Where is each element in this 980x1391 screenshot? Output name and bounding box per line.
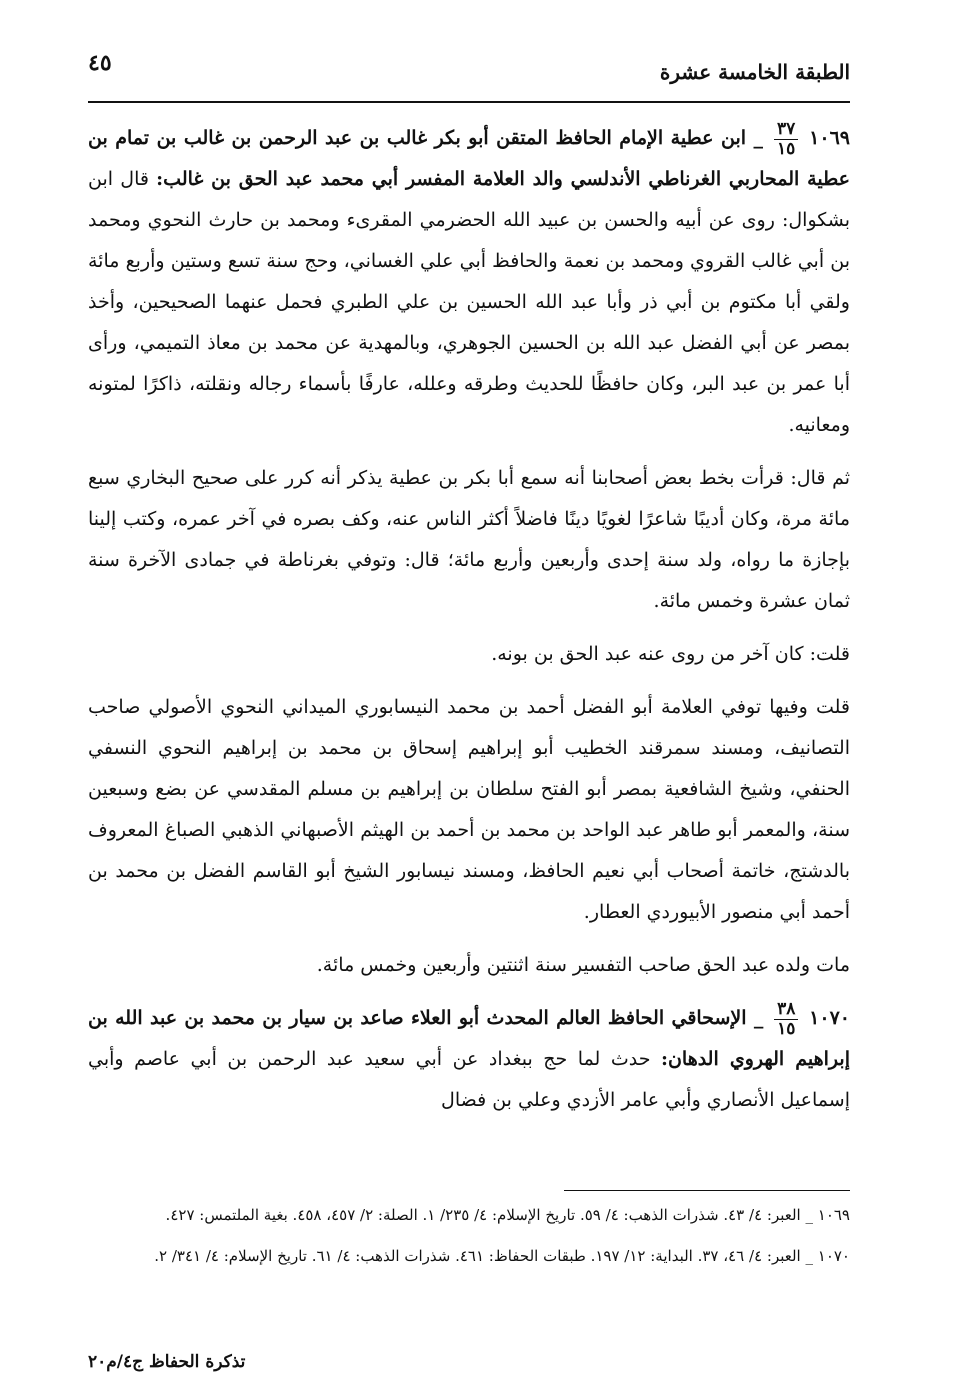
- entry-1070-frac-num: ٣٨: [774, 1001, 798, 1020]
- running-title: الطبقة الخامسة عشرة: [659, 60, 850, 84]
- footer-signature: تذكرة الحفاظ ج٤/م٢٠: [88, 1352, 246, 1372]
- entry-1070-body: حدث لما حج ببغداد عن أبي سعيد عبد الرحمن بن أبي عاصم وأبي إسماعيل الأنصاري وأبي عامر الأزدي وعلي بن فضال: [88, 1048, 850, 1111]
- entry-1069-para3: قلت: كان آخر من روى عنه عبد الحق بن بونه.: [491, 643, 850, 665]
- main-text: [88, 118, 850, 1121]
- footnote-rule: [564, 1190, 850, 1191]
- page-number: ٤٥: [88, 50, 112, 76]
- entry-1070-fraction: [774, 998, 798, 1039]
- entry-1069-heading: [88, 118, 850, 446]
- entry-1070-frac-den: ١٥: [777, 1018, 796, 1039]
- entry-1070-heading: [88, 998, 850, 1121]
- entry-1069-name: _ ابن عطية الإمام الحافظ المتقن أبو بكر غالب بن عبد الرحمن بن غالب بن تمام بن عطية المحاربي الغرناطي الأندلسي والد العلامة المفسر أبي محمد عبد الحق بن غالب:: [88, 127, 850, 190]
- entry-1069-frac-den: ١٥: [776, 138, 796, 159]
- header-rule: [88, 101, 850, 103]
- entry-1069-body: قال ابن بشكوال: روى عن أبيه والحسن بن عبيد الله الحضرمي المقرىء ومحمد بن حارث النحوي ومحمد بن أبي غالب القروي ومحمد بن نعمة والحافظ أبي علي الغساني، وحج سنة تسع وستين وأربع مائة ولقي أبا مكتوم بن أبي ذر وأبا عبد الله الحسين بن علي الطبري فحمل عنهما الصحيحين، وأخذ بمصر عن أبي الفضل عبد الله بن الحسين الجوهري، وبالمهدية عن محمد بن معاذ التميمي، ورأى أبا عمر بن عبد البر، وكان حافظًا للحديث وطرقه وعلله، عارفًا بأسماء رجاله ونقلته، ذاكرًا لمتونه ومعانيه.: [88, 168, 850, 436]
- entry-1070-number: ١٠٧٠: [809, 1007, 850, 1029]
- footnote-1070: ١٠٧٠ _ العبر: ٤/ ٤٦، ٣٧. البداية: ١٢/ ١٩٧. طبقات الحفاظ: ٤٦١. شذرات الذهب: ٤/ ٦١. تاريخ الإسلام: ٤/ ٣٤١/ ٢.: [154, 1247, 850, 1265]
- entry-1069-number: ١٠٦٩: [809, 127, 850, 149]
- footnote-1069: ١٠٦٩ _ العبر: ٤/ ٤٣. شذرات الذهب: ٤/ ٥٩. تاريخ الإسلام: ٤/ ٢٣٥/ ١. الصلة: ٢/ ٤٥٧، ٤٥٨. بغية الملتمس: ٤٢٧.: [165, 1206, 850, 1224]
- entry-1069-para5: مات ولده عبد الحق صاحب التفسير سنة اثنتين وأربعين وخمس مائة.: [316, 954, 850, 976]
- entry-1069-para2: ثم قال: قرأت بخط بعض أصحابنا أنه سمع أبا بكر بن عطية يذكر أنه كرر على صحيح البخاري سبع مائة مرة، وكان أديبًا شاعرًا لغويًا دينًا فاضلاً أكثر الناس عنه، وكف بصره في آخر عمره، وكتب إلينا بإجازة ما رواه، ولد سنة إحدى وأربعين وأربع مائة؛ قال: وتوفي بغرناطة في جمادى الآخرة سنة ثمان عشرة وخمس مائة.: [88, 467, 850, 612]
- entry-1070-name: _ الإسحاقي الحافظ العالم المحدث أبو العلاء صاعد بن سيار بن محمد بن عبد الله بن إبراهيم الهروي الدهان:: [88, 1007, 850, 1070]
- entry-1069-para4: قلت وفيها توفي العلامة أبو الفضل أحمد بن محمد النيسابوري الميداني النحوي الأصولي صاحب التصانيف، ومسند سمرقند الخطيب أبو إبراهيم إسحاق بن محمد بن إبراهيم النحوي النسفي الحنفي، وشيخ الشافعية بمصر أبو الفتح سلطان بن إبراهيم بن مسلم المقدسي عن بضع وسبعين سنة، والمعمر أبو طاهر عبد الواحد بن محمد بن أحمد بن الهيثم الأصبهاني الذهبي الصباغ المعروف بالدشتج، خاتمة أصحاب أبي نعيم الحافظ، ومسند نيسابور الشيخ أبو القاسم الفضل بن محمد بن أحمد أبي منصور الأبيوردي العطار.: [88, 696, 850, 923]
- footnotes: [88, 1200, 850, 1282]
- entry-1069-fraction: [774, 118, 798, 159]
- entry-1069-frac-num: ٣٧: [774, 121, 798, 140]
